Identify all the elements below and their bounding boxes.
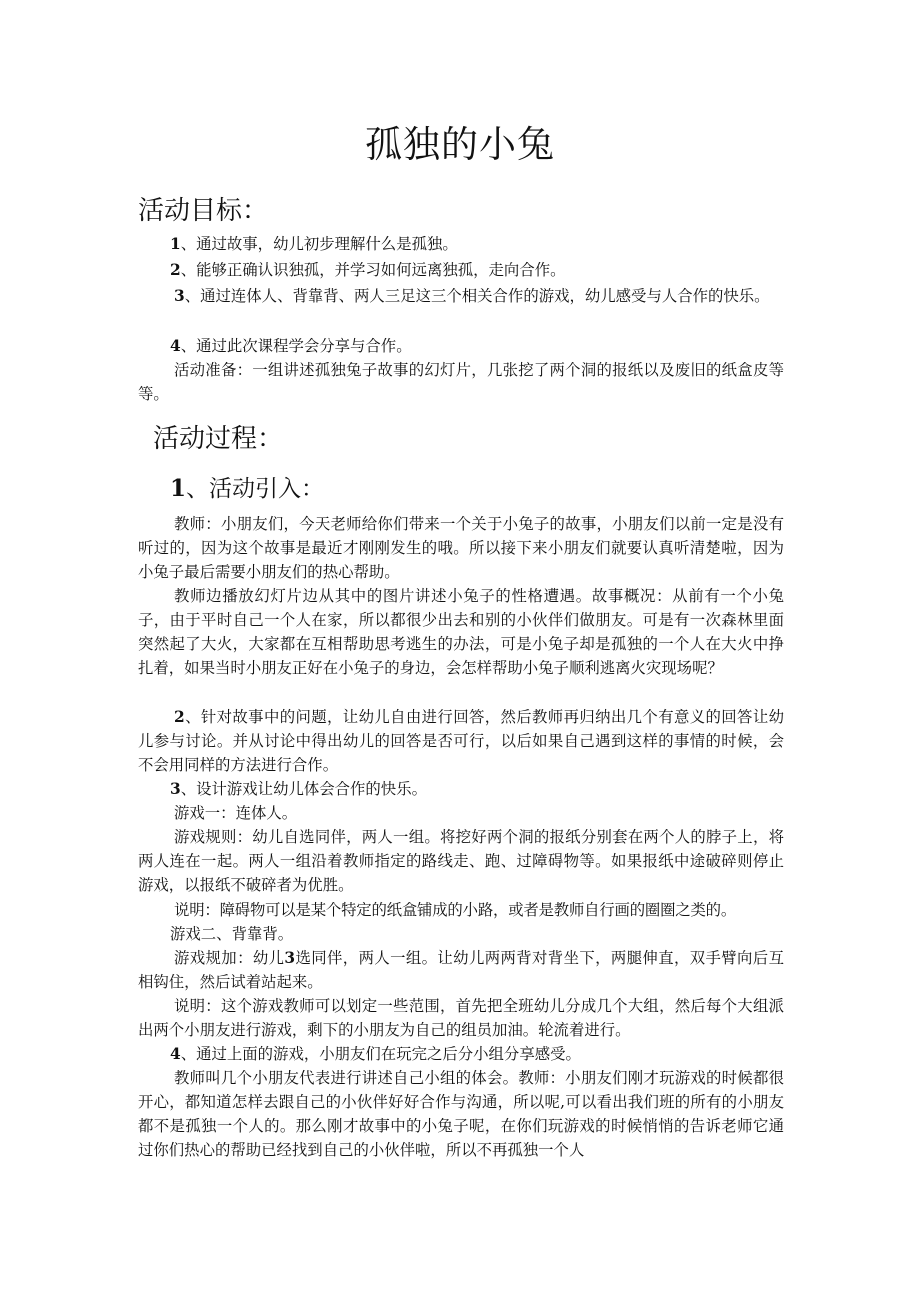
- step-text: 、通过上面的游戏，小朋友们在玩完之后分小组分享感受。: [180, 1045, 581, 1063]
- goal-item-1: [138, 232, 784, 256]
- goal-text: 、通过故事，幼儿初步理解什么是孤独。: [180, 235, 458, 253]
- game2-rules: [138, 946, 784, 994]
- summary-paragraph: 教师叫几个小朋友代表进行讲述自己小组的体会。教师：小朋友们刚才玩游戏的时候都很开心，都知道怎样去跟自己的小伙伴好好合作与沟通，所以呢,可以看出我们班的所有的小朋友都不是孤独一个人的。那么刚才故事中的小兔子呢，在你们玩游戏的时候悄悄的告诉老师它通过你们热心的帮助已经找到自己的小伙伴啦，所以不再孤独一个人: [138, 1069, 784, 1160]
- goal-number: 1: [170, 235, 181, 253]
- goals-heading: 活动目标：: [138, 196, 269, 226]
- game2-rules-text-b: 选同伴，两人一组。让幼儿两两背对背坐下，两腿伸直，双手臂向后互相钩住，然后试着站起来。: [138, 949, 784, 992]
- goal-number: 4: [170, 337, 181, 355]
- step-number: 2: [174, 708, 185, 726]
- goal-item-4: [138, 334, 784, 358]
- game1-note: 说明：障碍物可以是某个特定的纸盒铺成的小路，或者是教师自行画的圈圈之类的。: [174, 901, 737, 919]
- intro-paragraph: 教师：小朋友们，今天老师给你们带来一个关于小兔子的故事，小朋友们以前一定是没有听过的，因为这个故事是最近才刚刚发生的哦。所以接下来小朋友们就要认真听清楚啦，因为小兔子最后需要小朋友们的热心帮助。: [138, 515, 784, 582]
- step-text: 、设计游戏让幼儿体会合作的快乐。: [180, 780, 427, 798]
- goal-number: 3: [174, 287, 185, 305]
- process-heading: 活动过程：: [153, 424, 284, 454]
- game2-title: 游戏二、背靠背。: [170, 925, 294, 943]
- step-number: 4: [170, 1045, 181, 1063]
- goal-item-3: [138, 284, 784, 308]
- intro-heading: [170, 474, 324, 504]
- goal-text: 、通过此次课程学会分享与合作。: [180, 337, 412, 355]
- goal-number: 2: [170, 261, 181, 279]
- step-text: 、针对故事中的问题，让幼儿自由进行回答，然后教师再归纳出几个有意义的回答让幼儿参与讨论。并从讨论中得出幼儿的回答是否可行，以后如果自己遇到这样的事情的时候，会不会用同样的方法进行合作。: [138, 708, 784, 775]
- game2-rules-text-a: 游戏规加：幼儿: [174, 949, 285, 967]
- game1-rules: 游戏规则：幼儿自选同伴，两人一组。将挖好两个洞的报纸分别套在两个人的脖子上，将两人连在一起。两人一组沿着教师指定的路线走、跑、过障碍物等。如果报纸中途破碎则停止游戏，以报纸不破碎者为优胜。: [138, 828, 784, 895]
- preparation-paragraph: 活动准备：一组讲述孤独兔子故事的幻灯片，几张挖了两个洞的报纸以及废旧的纸盒皮等等。: [138, 361, 784, 404]
- game-design-paragraph: [138, 777, 784, 801]
- intro-label: 、活动引入：: [186, 476, 325, 502]
- goal-item-2: [138, 258, 784, 282]
- goal-text: 、能够正确认识独孤，并学习如何远离独孤，走向合作。: [180, 261, 566, 279]
- game1-title: 游戏一：连体人。: [174, 804, 298, 822]
- goal-text: 、通过连体人、背靠背、两人三足这三个相关合作的游戏，幼儿感受与人合作的快乐。: [184, 287, 770, 305]
- step-number: 3: [170, 780, 181, 798]
- intro-number: 1: [170, 475, 187, 502]
- discussion-paragraph: [138, 705, 784, 777]
- story-paragraph: 教师边播放幻灯片边从其中的图片讲述小兔子的性格遭遇。故事概况：从前有一个小兔子，由于平时自己一个人在家，所以都很少出去和别的小伙伴们做朋友。可是有一次森林里面突然起了大火，大家都在互相帮助思考逃生的办法，可是小兔子却是孤独的一个人在大火中挣扎着，如果当时小朋友正好在小兔子的身边，会怎样帮助小兔子顺利逃离火灾现场呢？: [138, 587, 784, 678]
- share-paragraph: [138, 1042, 784, 1066]
- document-title: 孤独的小兔: [365, 123, 555, 166]
- game2-note: 说明：这个游戏教师可以划定一些范围，首先把全班幼儿分成几个大组，然后每个大组派出两个小朋友进行游戏，剩下的小朋友为自己的组员加油。轮流着进行。: [138, 997, 784, 1040]
- game2-rules-number: 3: [284, 949, 296, 967]
